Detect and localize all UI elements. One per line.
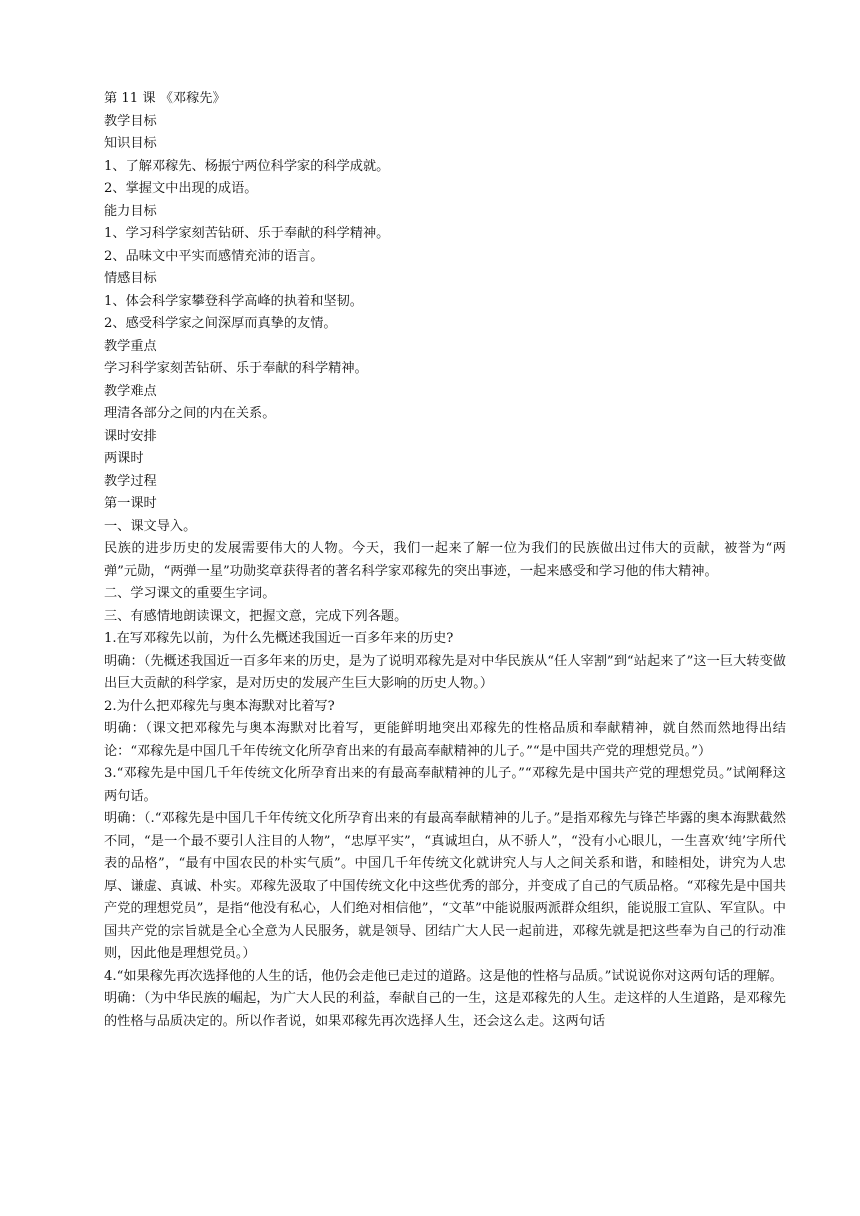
lesson-title: 第 11 课 《邓稼先》 (104, 91, 226, 106)
section-1-heading: 一、课文导入。 (104, 518, 197, 534)
document-page (104, 88, 786, 1033)
heading-ability-goals: 能力目标 (104, 203, 157, 219)
ability-goal-1: 1、学习科学家刻苦钻研、乐于奉献的科学精神。 (104, 226, 390, 241)
question-2: 2.为什么把邓稼先与奥本海默对比着写? (104, 698, 335, 714)
heading-emotion-goals: 情感目标 (104, 271, 157, 286)
ability-goal-2: 2、品味文中平实而感情充沛的语言。 (104, 248, 324, 264)
heading-first-lesson: 第一课时 (104, 496, 157, 511)
heading-schedule: 课时安排 (104, 428, 157, 444)
question-3: 3.“邓稼先是中国几千年传统文化所孕育出来的有最高奉献精神的儿子。”“邓稼先是中国共产党的理想党员。”试阐释这两句话。 (104, 766, 786, 804)
answer-2: 明确：（课文把邓稼先与奥本海默对比着写，更能鲜明地突出邓稼先的性格品质和奉献精神，就自然而然地得出结论：“邓稼先是中国几千年传统文化所孕育出来的有最高奉献精神的儿子。”“是中国共产党的理想党员。”） (104, 721, 786, 759)
knowledge-goal-1: 1、了解邓稼先、杨振宁两位科学家的科学成就。 (104, 158, 390, 174)
heading-key-points: 教学重点 (104, 338, 157, 354)
schedule-text: 两课时 (104, 451, 144, 466)
difficulty-text: 理清各部分之间的内在关系。 (104, 406, 276, 421)
section-2-heading: 二、学习课文的重要生字词。 (104, 586, 276, 601)
key-point-text: 学习科学家刻苦钻研、乐于奉献的科学精神。 (104, 361, 368, 376)
emotion-goal-2: 2、感受科学家之间深厚而真挚的友情。 (104, 316, 337, 331)
heading-knowledge-goals: 知识目标 (104, 136, 157, 151)
emotion-goal-1: 1、体会科学家攀登科学高峰的执着和坚韧。 (104, 293, 363, 309)
answer-4: 明确：（为中华民族的崛起，为广大人民的利益，奉献自己的一生，这是邓稼先的人生。走这样的人生道路，是邓稼先的性格与品质决定的。所以作者说，如果邓稼先再次选择人生，还会这么走。这两句话 (104, 991, 786, 1029)
question-1: 1.在写邓稼先以前，为什么先概述我国近一百多年来的历史? (104, 631, 454, 646)
question-4: 4.“如果稼先再次选择他的人生的话，他仍会走他已走过的道路。这是他的性格与品质。”试说说你对这两句话的理解。 (104, 968, 783, 984)
intro-paragraph: 民族的进步历史的发展需要伟大的人物。今天，我们一起来了解一位为我们的民族做出过伟大的贡献，被誉为“两弹”元勋，“两弹一星”功勋奖章获得者的著名科学家邓稼先的突出事迹，一起来感受和学习他的伟大精神。 (104, 541, 786, 579)
heading-teaching-goals: 教学目标 (104, 113, 157, 129)
answer-1: 明确：（先概述我国近一百多年来的历史，是为了说明邓稼先是对中华民族从“任人宰割”到“站起来了”这一巨大转变做出巨大贡献的科学家，是对历史的发展产生巨大影响的历史人物。） (104, 653, 786, 691)
heading-difficulties: 教学难点 (104, 383, 157, 399)
knowledge-goal-2: 2、掌握文中出现的成语。 (104, 181, 258, 196)
section-3-heading: 三、有感情地朗读课文，把握文意，完成下列各题。 (104, 608, 408, 624)
answer-3: 明确：（.“邓稼先是中国几千年传统文化所孕育出来的有最高奉献精神的儿子。”是指邓稼先与锋芒毕露的奥本海默截然不同，“是一个最不要引人注目的人物”，“忠厚平实”，“真诚坦白，从不骄人”，“没有小心眼儿，一生喜欢‘纯’字所代表的品格”，“最有中国农民的朴实气质”。中国几千年传统文化就讲究人与人之间关系和谐，和睦相处，讲究为人忠厚、谦虚、真诚、朴实。邓稼先汲取了中国传统文化中这些优秀的部分，并变成了自己的气质品格。“邓稼先是中国共产党的理想党员”，是指“他没有私心，人们绝对相信他”，“文革”中能说服两派群众组织，能说服工宣队、军宣队。中国共产党的宗旨就是全心全意为人民服务，就是领导、团结广大人民一起前进，邓稼先就是把这些奉为自己的行动准则，因此他是理想党员。） (104, 811, 786, 961)
heading-process: 教学过程 (104, 473, 157, 489)
